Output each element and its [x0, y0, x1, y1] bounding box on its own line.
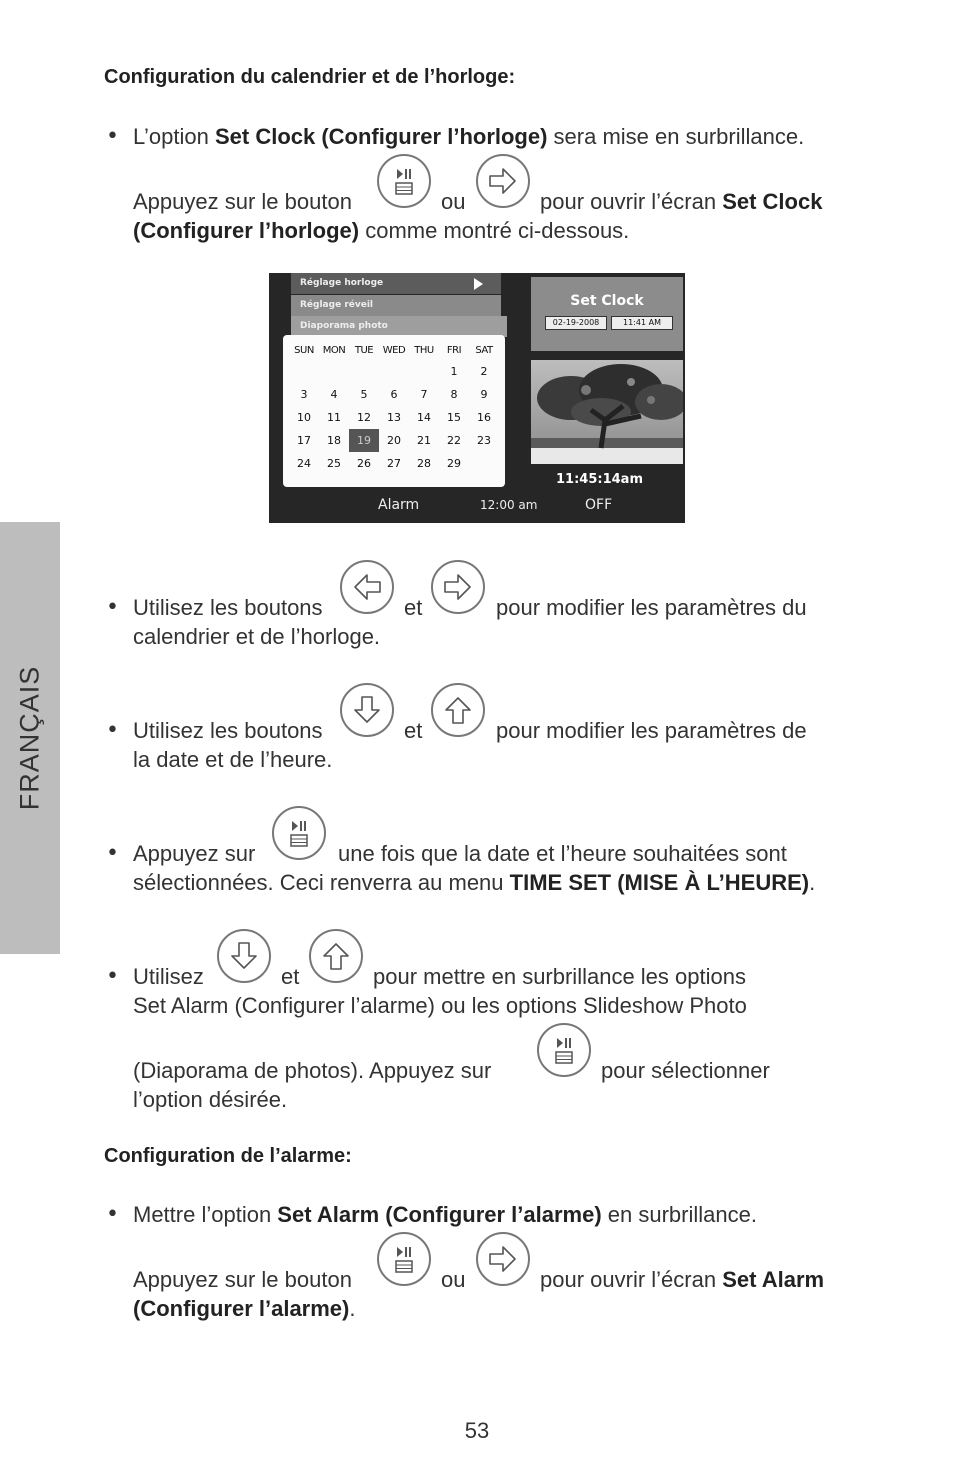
calendar-day-cell: 6 [390, 388, 398, 401]
set-clock-title: Set Clock [570, 293, 644, 309]
bullet-dot: • [106, 124, 119, 149]
calendar-day-header: WED [382, 344, 406, 356]
calendar-day-cell [379, 360, 409, 383]
calendar-day-cell: 29 [447, 457, 461, 470]
use-buttons-text: Utilisez les boutons [133, 595, 323, 620]
calendar-day-cell: 13 [387, 411, 401, 424]
calendar-week-row [289, 429, 499, 452]
set-alarm-continuation: (Configurer l’alarme). [133, 1296, 356, 1321]
right-arrow-icon [478, 156, 528, 206]
alarm-label: Alarm [378, 497, 420, 513]
use-buttons-text: Utilisez les boutons [133, 718, 323, 743]
set-clock-instruction: L’option Set Clock (Configurer l’horloge) sera mise en surbrillance. [133, 124, 805, 149]
down-arrow-button[interactable] [340, 683, 394, 737]
right-arrow-button[interactable] [476, 1232, 530, 1286]
calendar-day-cell: 14 [417, 411, 431, 424]
menu-item-clock-setting: Réglage horloge [291, 273, 501, 294]
set-alarm-instruction: Mettre l’option Set Alarm (Configurer l’alarme) en surbrillance. [133, 1202, 757, 1227]
calendar-day-cell: 19 [349, 429, 379, 452]
calendar-day-cell: 4 [330, 388, 338, 401]
use-text: Utilisez [133, 964, 204, 989]
page-number: 53 [464, 1418, 490, 1443]
left-arrow-button[interactable] [340, 560, 394, 614]
calendar-grid [289, 340, 499, 475]
calendar-day-header: TUE [354, 344, 374, 356]
calendar-day-header: MON [322, 344, 346, 356]
down-arrow-icon [342, 685, 392, 735]
or-text: ou [441, 1267, 466, 1292]
menu-item-alarm-setting: Réglage réveil [291, 295, 501, 316]
play-pause-icon [539, 1025, 589, 1075]
calendar-day-header: SAT [475, 344, 493, 356]
down-arrow-icon [219, 931, 269, 981]
alarm-time: 12:00 am [480, 498, 538, 512]
calendar-day-cell: 27 [387, 457, 401, 470]
calendar-day-header: FRI [446, 344, 462, 356]
press-button-text: Appuyez sur le bouton [133, 1267, 352, 1292]
bullet-dot: • [106, 841, 119, 866]
calendar-day-cell [409, 360, 439, 383]
calendar-week-row [289, 383, 499, 406]
section-heading-alarm: Configuration de l’alarme: [104, 1145, 352, 1167]
calendar-day-cell: 1 [450, 365, 458, 378]
bullet-dot: • [106, 718, 119, 743]
calendar-day-cell: 8 [450, 388, 458, 401]
calendar-day-cell: 2 [480, 365, 488, 378]
language-side-tab [0, 522, 60, 954]
right-arrow-icon [433, 562, 483, 612]
section-heading-clock: Configuration du calendrier et de l’horloge: [104, 66, 516, 88]
calendar-week-row [289, 452, 499, 475]
press-button-text: Appuyez sur le bouton [133, 189, 352, 214]
bullet-dot: • [106, 964, 119, 989]
calendar-day-cell [349, 360, 379, 383]
calendar-day-cell: 23 [477, 434, 491, 447]
calendar-day-cell: 24 [297, 457, 311, 470]
calendar-day-cell: 18 [327, 434, 341, 447]
play-pause-icon [379, 156, 429, 206]
calendar-day-cell: 11 [327, 411, 341, 424]
current-time: 11:45:14am [556, 472, 643, 487]
calendar-day-cell: 9 [480, 388, 488, 401]
right-arrow-button[interactable] [476, 154, 530, 208]
up-arrow-icon [311, 931, 361, 981]
menu-item-slideshow: Diaporama photo [291, 316, 507, 337]
calendar-day-cell: 15 [447, 411, 461, 424]
tree-photo [531, 360, 683, 464]
calendar-day-cell [469, 452, 499, 475]
calendar-day-cell: 20 [387, 434, 401, 447]
right-arrow-button[interactable] [431, 560, 485, 614]
calendar-day-cell: 26 [357, 457, 371, 470]
calendar-day-cell: 5 [360, 388, 368, 401]
bullet-dot: • [106, 595, 119, 620]
modify-settings-text: pour modifier les paramètres du [496, 595, 807, 620]
left-arrow-icon [342, 562, 392, 612]
calendar-week-row [289, 360, 499, 383]
play-pause-icon [274, 808, 324, 858]
down-arrow-button[interactable] [217, 929, 271, 983]
calendar-day-header: THU [414, 344, 434, 356]
date-field: 02-19-2008 [545, 316, 607, 330]
desired-option-text: l’option désirée. [133, 1087, 288, 1112]
set-clock-panel [531, 277, 683, 351]
modify-settings-text: pour modifier les paramètres de [496, 718, 807, 743]
options-list-text: Set Alarm (Configurer l’alarme) ou les options Slideshow Photo [133, 993, 747, 1018]
or-text: ou [441, 189, 466, 214]
calendar-day-cell: 17 [297, 434, 311, 447]
and-text: et [404, 595, 423, 620]
menu-arrow-icon [474, 278, 483, 290]
open-screen-text: pour ouvrir l’écran Set Clock [540, 189, 823, 214]
open-screen-text: pour ouvrir l’écran Set Alarm [540, 1267, 825, 1292]
up-arrow-button[interactable] [309, 929, 363, 983]
slideshow-press-text: (Diaporama de photos). Appuyez sur [133, 1058, 492, 1083]
play-pause-button[interactable] [377, 154, 431, 208]
calendar-week-row [289, 406, 499, 429]
language-label: FRANÇAIS [14, 665, 45, 811]
return-menu-text: sélectionnées. Ceci renverra au menu TIME SET (MISE À L’HEURE). [133, 870, 816, 895]
play-pause-icon [379, 1234, 429, 1284]
to-select-text: pour sélectionner [601, 1058, 770, 1083]
calendar-day-cell: 21 [417, 434, 431, 447]
calendar-day-cell: 25 [327, 457, 341, 470]
calendar-day-cell: 7 [420, 388, 428, 401]
calendar-day-cell: 16 [477, 411, 491, 424]
calendar-day-cell: 10 [297, 411, 311, 424]
right-arrow-icon [478, 1234, 528, 1284]
calendar [283, 335, 505, 487]
tree-photo-image [531, 360, 683, 464]
set-clock-continuation: (Configurer l’horloge) comme montré ci-dessous. [133, 218, 630, 243]
and-text: et [281, 964, 300, 989]
play-pause-button[interactable] [272, 806, 326, 860]
bullet-dot: • [106, 1202, 119, 1227]
and-text: et [404, 718, 423, 743]
calendar-day-cell [319, 360, 349, 383]
calendar-clock-text: calendrier et de l’horloge. [133, 624, 381, 649]
date-time-text: la date et de l’heure. [133, 747, 333, 772]
alarm-state: OFF [585, 497, 613, 513]
calendar-day-cell: 3 [300, 388, 308, 401]
up-arrow-icon [433, 685, 483, 735]
calendar-day-cell: 12 [357, 411, 371, 424]
press-text: Appuyez sur [133, 841, 256, 866]
device-screen [269, 273, 685, 523]
once-selected-text: une fois que la date et l’heure souhaitées sont [338, 841, 787, 866]
time-field: 11:41 AM [611, 316, 673, 330]
highlight-options-text: pour mettre en surbrillance les options [373, 964, 746, 989]
calendar-day-header: SUN [294, 344, 314, 356]
play-pause-button[interactable] [377, 1232, 431, 1286]
calendar-day-cell: 28 [417, 457, 431, 470]
play-pause-button[interactable] [537, 1023, 591, 1077]
up-arrow-button[interactable] [431, 683, 485, 737]
calendar-day-cell [289, 360, 319, 383]
calendar-day-cell: 22 [447, 434, 461, 447]
